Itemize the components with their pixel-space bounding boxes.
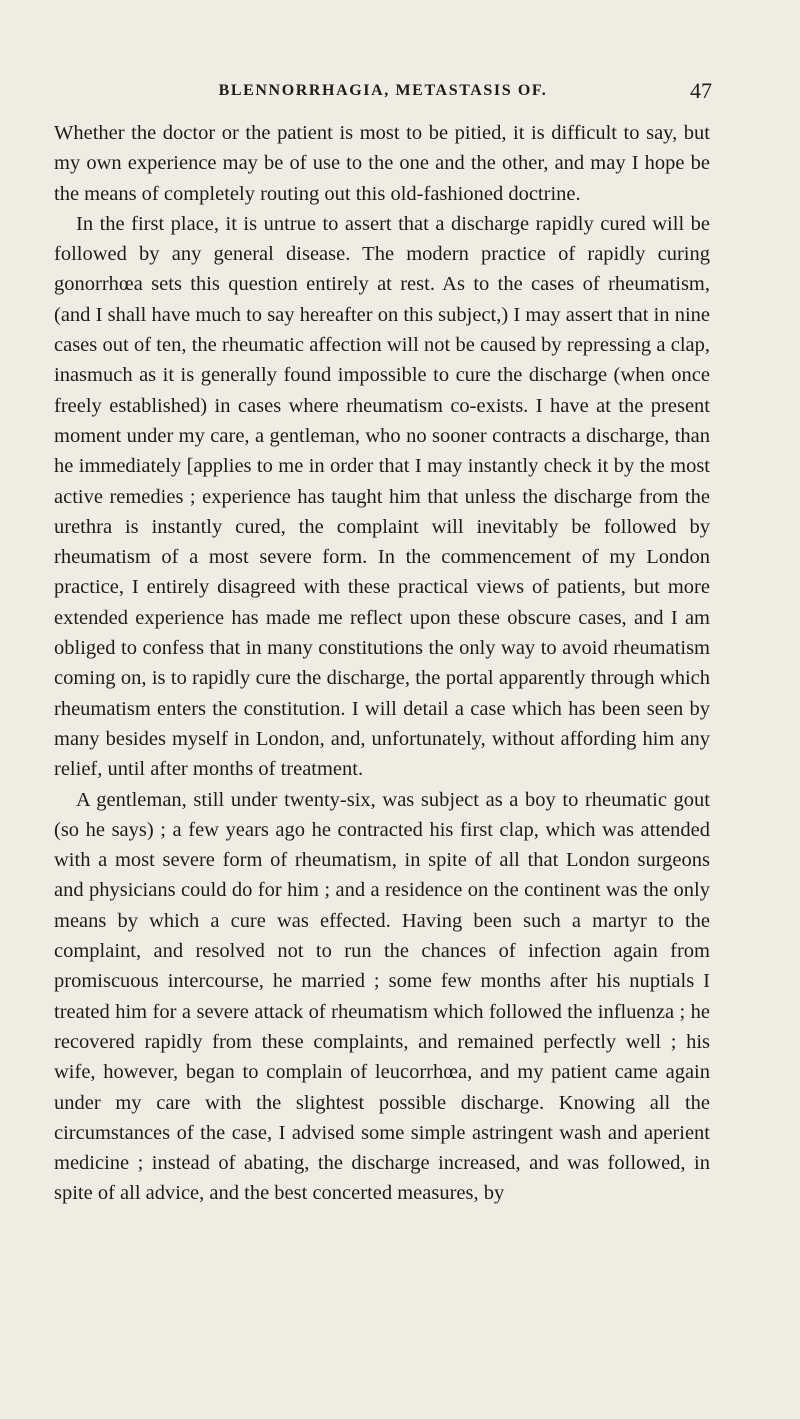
body-text xyxy=(54,118,710,1209)
page-header xyxy=(54,78,712,112)
page-number: 47 xyxy=(690,78,712,103)
paragraph-3: A gentleman, still under twenty-six, was subject as a boy to rheumatic gout (so he says) ; a few years ago he contracted his first clap, which was attended with a most severe form of rheumatism, in spite of all that London surgeons and physicians could do for him ; and a residence on the continent was the only means by which a cure was effected. Having been such a martyr to the complaint, and resolved not to run the chances of infection again from promiscuous intercourse, he married ; some few months after his nuptials I treated him for a severe attack of rheumatism which followed the influenza ; he recovered rapidly from these complaints, and remained perfectly well ; his wife, however, began to complain of leucorrhœa, and my patient came again under my care with the slightest possible discharge. Knowing all the circumstances of the case, I advised some simple astringent wash and aperient medicine ; instead of abating, the discharge increased, and was followed, in spite of all advice, and the best concerted measures, by xyxy=(54,788,710,1205)
paragraph-1: Whether the doctor or the patient is most to be pitied, it is difficult to say, but my own experience may be of use to the one and the other, and may I hope be the means of completely routing out this old-fashioned doctrine. xyxy=(54,122,710,205)
running-head: BLENNORRHAGIA, METASTASIS OF. xyxy=(218,82,548,99)
paragraph-2: In the first place, it is untrue to assert that a discharge rapidly cured will be followed by any general disease. The modern practice of rapidly curing gonorrhœa sets this question entirely at rest. As to the cases of rheumatism, (and I shall have much to say hereafter on this subject,) I may assert that in nine cases out of ten, the rheumatic affection will not be caused by repressing a clap, inasmuch as it is generally found impossible to cure the discharge (when once freely established) in cases where rheumatism co-exists. I have at the present moment under my care, a gentleman, who no sooner contracts a discharge, than he immediately [applies to me in order that I may instantly check it by the most active remedies ; experience has taught him that unless the discharge from the urethra is instantly cured, the complaint will inevitably be followed by rheumatism of a most severe form. In the commencement of my London practice, I entirely disagreed with these practical views of patients, but more extended experience has made me reflect upon these obscure cases, and I am obliged to confess that in many constitutions the only way to avoid rheumatism coming on, is to rapidly cure the discharge, the portal apparently through which rheumatism enters the constitution. I will detail a case which has been seen by many besides myself in London, and, unfortunately, without affording him any relief, until after months of treatment. xyxy=(54,212,710,781)
